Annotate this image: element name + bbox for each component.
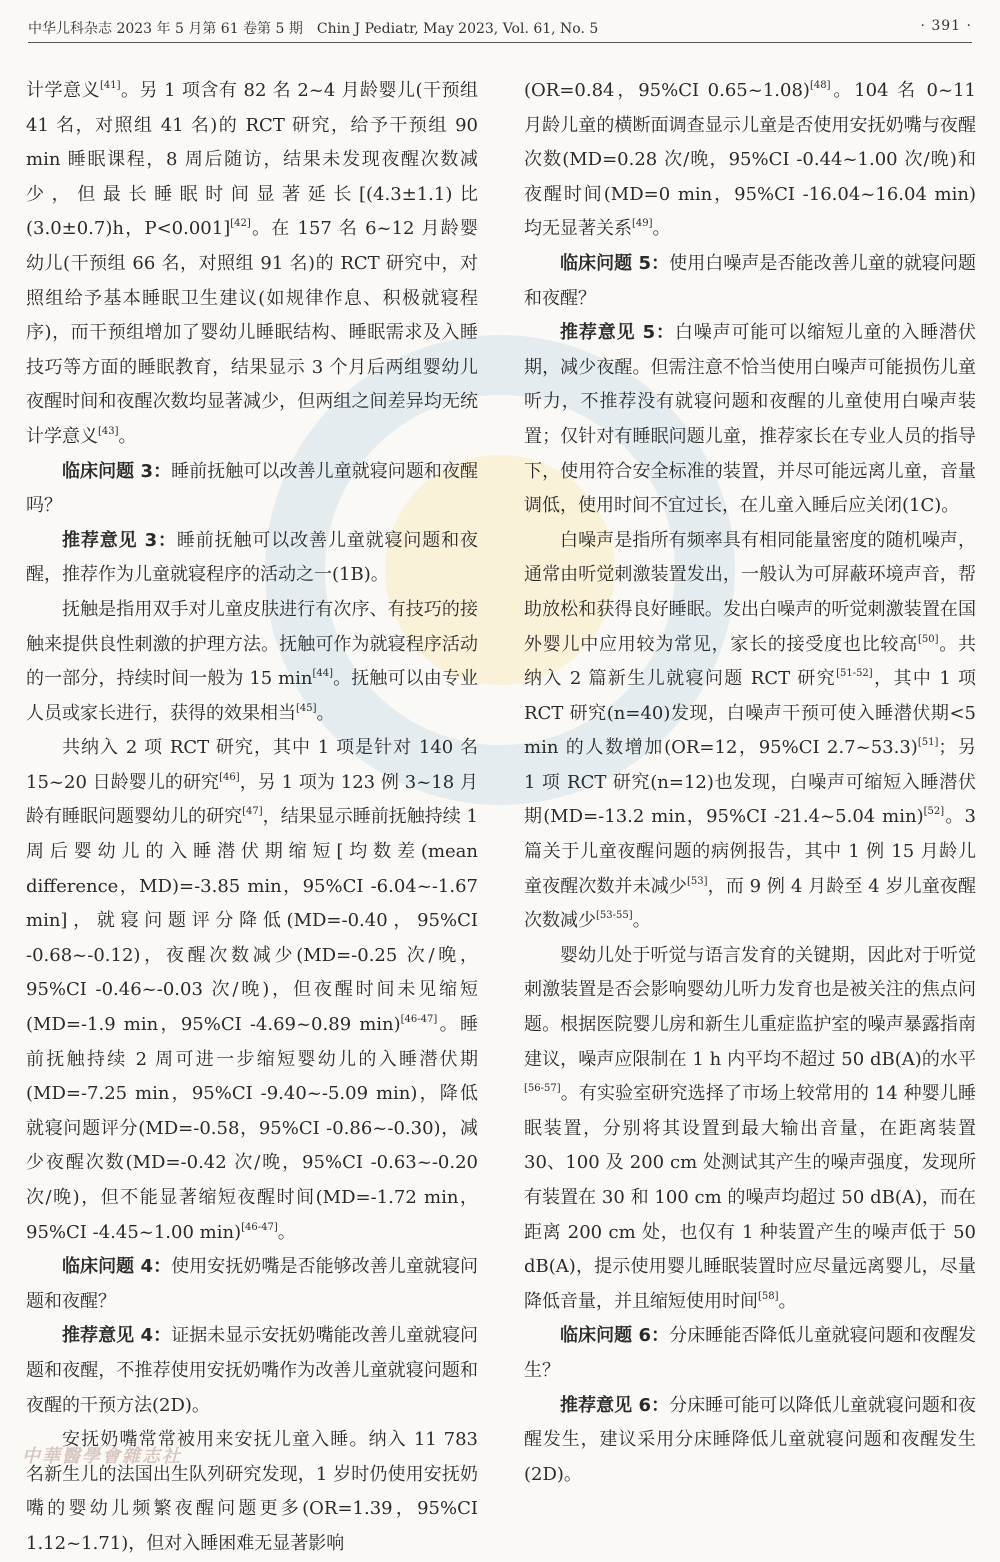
question-label: 临床问题 6： (560, 1325, 670, 1347)
citation-ref[interactable]: [52] (923, 806, 945, 818)
citation-ref[interactable]: [47] (242, 806, 263, 818)
paragraph: 婴幼儿处于听觉与语言发育的关键期，因此对于听觉刺激装置是否会影响婴幼儿听力发育也是被关注的焦点问题。根据医院婴儿房和新生儿重症监护室的噪声暴露指南建议，噪声应限制在 1 h 内平均不超过 50 dB(A)的水平[56-57]。有实验室研究选择了市场上较常用的 14 种婴儿睡眠装置，分别将其设置到最大输出音量，在距离装置 30、100 及 200 cm 处测试其产生的噪声强度，发现所有装置在 30 和 100 cm 的噪声均超过 50 dB(A)，而在距离 200 cm 处，也仅有 1 种装置产生的噪声低于 50 dB(A)，提示使用婴儿睡眠装置时应尽量远离婴儿，尽量降低音量，并且缩短使用时间[58]。 (524, 944, 976, 1312)
citation-ref[interactable]: [46-47] (400, 1014, 438, 1026)
paragraph: (OR=0.84，95%CI 0.65~1.08)[48]。104 名 0~11 月龄儿童的横断面调查显示儿童是否使用安抚奶嘴与夜醒次数(MD=0.28 次/晚，95%CI -0.44~1.00 次/晚)和夜醒时间(MD=0 min，95%CI -16.04~16.04 min)均无显著关系[49]。 (524, 80, 976, 240)
citation-ref[interactable]: [46] (219, 771, 240, 783)
question-label: 临床问题 3： (62, 460, 172, 482)
recommendation-label: 推荐意见 5： (560, 322, 675, 344)
clinical-question-5: 临床问题 5：使用白噪声是否能改善儿童的就寝问题和夜醒？ (524, 252, 977, 309)
journal-citation: 中华儿科杂志 2023 年 5 月第 61 卷第 5 期 Chin J Pediatr, May 2023, Vol. 61, No. 5 (28, 21, 599, 37)
citation-ref[interactable]: [56-57] (524, 1083, 561, 1095)
clinical-question-3: 临床问题 3：睡前抚触可以改善儿童就寝问题和夜醒吗？ (26, 460, 479, 517)
citation-ref[interactable]: [53-55] (596, 910, 633, 922)
publisher-watermark: 中華醫學會雜志社 (22, 1446, 182, 1467)
citation-ref[interactable]: [46-47] (241, 1221, 278, 1233)
citation-ref[interactable]: [49] (632, 218, 653, 230)
recommendation-3: 推荐意见 3：睡前抚触可以改善儿童就寝问题和夜醒，推荐作为儿童就寝程序的活动之一(1B)。 (26, 529, 478, 586)
question-label: 临床问题 5： (560, 252, 670, 274)
recommendation-4: 推荐意见 4：证据未显示安抚奶嘴能改善儿童就寝问题和夜醒，不推荐使用安抚奶嘴作为改善儿童就寝问题和夜醒的干预方法(2D)。 (26, 1325, 479, 1416)
question-label: 临床问题 4： (62, 1256, 172, 1278)
paragraph: 白噪声是指所有频率具有相同能量密度的随机噪声，通常由听觉刺激装置发出，一般认为可屏蔽环境声音，帮助放松和获得良好睡眠。发出白噪声的听觉刺激装置在国外婴儿中应用较为常见，家长的接受度也比较高[50]。共纳入 2 篇新生儿就寝问题 RCT 研究[51-52]，其中 1 项 RCT 研究(n=40)发现，白噪声干预可使入睡潜伏期<5 min 的人数增加(OR=12，95%CI 2.7~53.3)[51]；另 1 项 RCT 研究(n=12)也发现，白噪声可缩短入睡潜伏期(MD=-13.2 min，95%CI -21.4~5.04 min)[52]。3 篇关于儿童夜醒问题的病例报告，其中 1 例 15 月龄儿童夜醒次数并未减少[53]，而 9 例 4 月龄至 4 岁儿童夜醒次数减少[53-55]。 (524, 529, 977, 932)
right-column (524, 74, 976, 1492)
citation-ref[interactable]: [58] (758, 1290, 779, 1302)
paragraph: 抚触是指用双手对儿童皮肤进行有次序、有技巧的接触来提供良性刺激的护理方法。抚触可作为就寝程序活动的一部分，持续时间一般为 15 min[44]。抚触可以由专业人员或家长进行，获得的效果相当[45]。 (26, 598, 479, 724)
page-number: · 391 · (920, 18, 972, 34)
paragraph: 计学意义[41]。另 1 项含有 82 名 2~4 月龄婴儿(干预组 41 名，对照组 41 名)的 RCT 研究，给予干预组 90 min 睡眠课程，8 周后随访，结果未发现夜醒次数减少，但最长睡眠时间显著延长[(4.3±1.1)比(3.0±0.7)h，P<0.001][42]。在 157 名 6~12 月龄婴幼儿(干预组 66 名，对照组 91 名)的 RCT 研究中，对照组给予基本睡眠卫生建议(如规律作息、积极就寝程序)，而干预组增加了婴幼儿睡眠结构、睡眠需求及入睡技巧等方面的睡眠教育，结果显示 3 个月后两组婴幼儿夜醒时间和夜醒次数均显著减少，但两组之间差异均无统计学意义[43]。 (26, 80, 478, 447)
paragraph: 共纳入 2 项 RCT 研究，其中 1 项是针对 140 名 15~20 日龄婴儿的研究[46]，另 1 项为 123 例 3~18 月龄有睡眠问题婴幼儿的研究[47]，结果显示睡前抚触持续 1 周后婴幼儿的入睡潜伏期缩短[均数差(mean difference，MD)=-3.85 min，95%CI -6.04~-1.67 min]，就寝问题评分降低(MD=-0.40，95%CI -0.68~-0.12)，夜醒次数减少(MD=-0.25 次/晚，95%CI -0.46~-0.03 次/晚)，但夜醒时间未见缩短(MD=-1.9 min，95%CI -4.69~0.89 min)[46-47]。睡前抚触持续 2 周可进一步缩短婴幼儿的入睡潜伏期(MD=-7.25 min，95%CI -9.40~-5.09 min)，降低就寝问题评分(MD=-0.58，95%CI -0.86~-0.30)，减少夜醒次数(MD=-0.42 次/晚，95%CI -0.63~-0.20 次/晚)，但不能显著缩短夜醒时间(MD=-1.72 min，95%CI -4.45~1.00 min)[46-47]。 (26, 737, 478, 1243)
recommendation-label: 推荐意见 4： (62, 1325, 172, 1347)
citation-ref[interactable]: [51] (917, 737, 939, 749)
recommendation-5: 推荐意见 5：白噪声可能可以缩短儿童的入睡潜伏期，减少夜醒。但需注意不恰当使用白噪声可能损伤儿童听力，不推荐没有就寝问题和夜醒的儿童使用白噪声装置；仅针对有睡眠问题儿童，推荐家长在专业人员的指导下，使用符合安全标准的装置，并尽可能远离儿童，音量调低，使用时间不宜过长，在儿童入睡后应关闭(1C)。 (524, 322, 976, 517)
running-header (28, 12, 972, 43)
recommendation-label: 推荐意见 6： (560, 1394, 670, 1416)
citation-ref[interactable]: [53] (686, 875, 708, 887)
left-column (26, 74, 478, 1562)
recommendation-6: 推荐意见 6：分床睡可能可以降低儿童就寝问题和夜醒发生，建议采用分床睡降低儿童就寝问题和夜醒发生(2D)。 (524, 1394, 977, 1485)
citation-ref[interactable]: [43] (98, 425, 119, 437)
citation-ref[interactable]: [41] (99, 80, 121, 91)
recommendation-label: 推荐意见 3： (62, 529, 177, 551)
clinical-question-6: 临床问题 6：分床睡能否降低儿童就寝问题和夜醒发生？ (524, 1325, 977, 1381)
paragraph: 安抚奶嘴常常被用来安抚儿童入睡。纳入 11 783 名新生儿的法国出生队列研究发现，1 岁时仍使用安抚奶嘴的婴幼儿频繁夜醒问题更多(OR=1.39，95%CI 1.12~1.71)，但对入睡困难无显著影响 (26, 1429, 478, 1554)
citation-ref[interactable]: [44] (312, 668, 334, 680)
citation-ref[interactable]: [45] (296, 702, 317, 714)
citation-ref[interactable]: [42] (230, 218, 251, 230)
clinical-question-4: 临床问题 4：使用安抚奶嘴是否能够改善儿童就寝问题和夜醒？ (26, 1256, 479, 1312)
citation-ref[interactable]: [51-52] (836, 668, 873, 680)
citation-ref[interactable]: [48] (809, 80, 831, 91)
citation-ref[interactable]: [50] (917, 633, 939, 645)
